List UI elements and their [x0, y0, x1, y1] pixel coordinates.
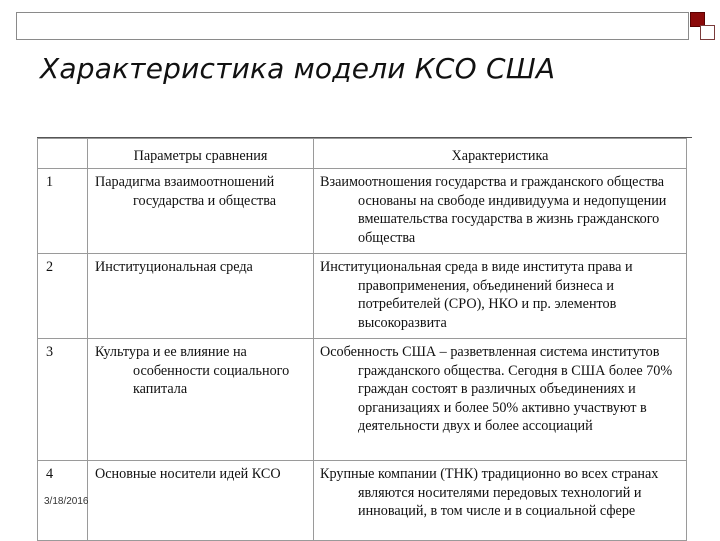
header-params: Параметры сравнения: [88, 139, 314, 169]
row-parameter: Основные носители идей КСО: [95, 466, 281, 482]
slide-top-bar: [16, 12, 689, 40]
table-row: [38, 169, 687, 254]
row-characteristic: Особенность США – разветвленная система институтов гражданского общества. Сегодня в США более 70% граждан состоят в различных объединениях и организациях и более 50% активно участвуют в деятельности двух и более ассоциаций: [320, 344, 673, 434]
row-number: 4: [38, 461, 88, 541]
row-characteristic: Институциональная среда в виде института права и правоприменения, объединений бизнеса и потребителей (СРО), НКО и пр. элементов высокоразвита: [320, 259, 633, 331]
row-number: 3: [38, 339, 88, 461]
table-row: [38, 254, 687, 339]
header-characteristic: Характеристика: [314, 139, 687, 169]
table-header-row: [38, 139, 687, 169]
table-row: [38, 461, 687, 541]
row-parameter: Парадигма взаимоотношений государства и общества: [95, 174, 277, 209]
table-row: [38, 339, 687, 461]
row-parameter: Институциональная среда: [95, 259, 253, 275]
row-characteristic: Крупные компании (ТНК) традиционно во всех странах являются носителями передовых технологий и инноваций, в том числе и в социальной сфере: [320, 466, 659, 519]
comparison-table: [37, 138, 687, 541]
row-parameter: Культура и ее влияние на особенности социального капитала: [95, 344, 290, 397]
row-characteristic: Взаимоотношения государства и гражданского общества основаны на свободе индивидуума и недопущении вмешательства государства в жизнь гражданского общества: [320, 174, 667, 246]
row-number: 2: [38, 254, 88, 339]
decorative-square-light: [700, 25, 715, 40]
slide-date: 3/18/2016: [44, 496, 89, 507]
slide-title: Характеристика модели КСО США: [40, 52, 556, 85]
header-num: [38, 139, 88, 169]
row-number: 1: [38, 169, 88, 254]
